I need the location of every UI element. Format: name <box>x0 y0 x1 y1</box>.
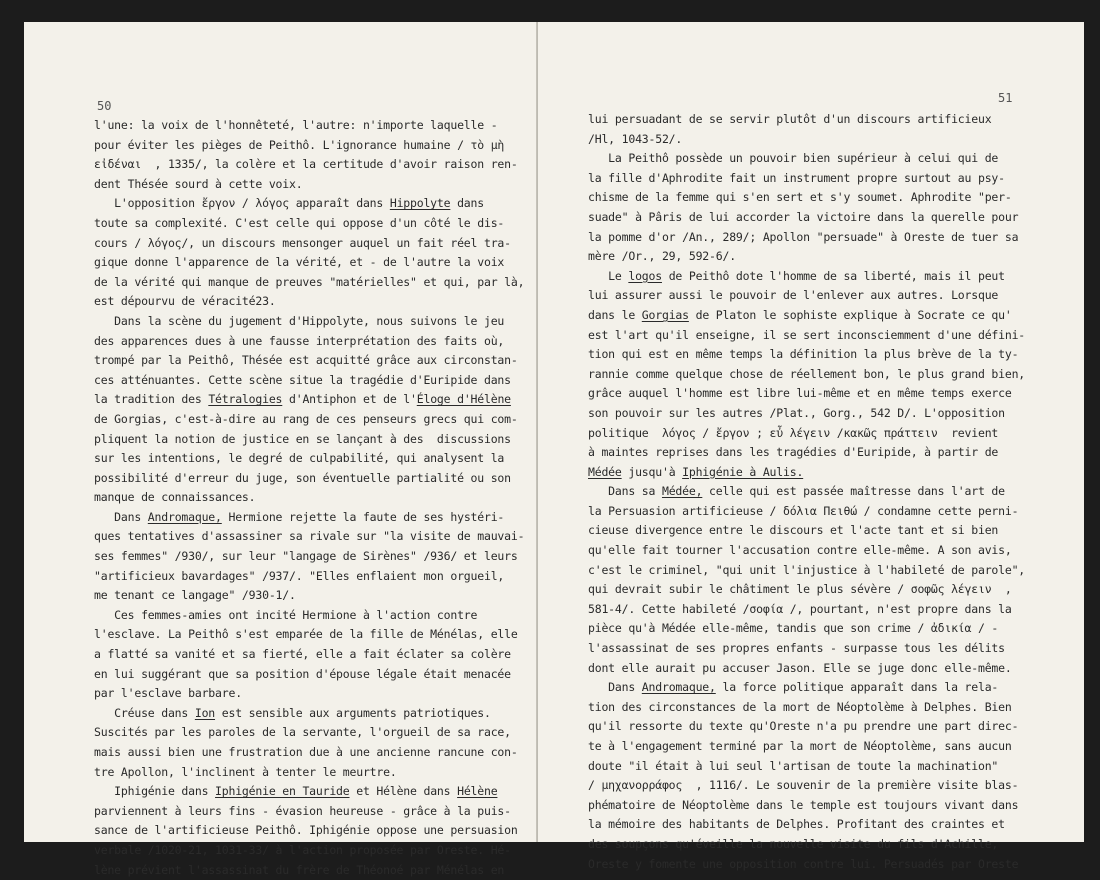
text-segment: toute sa complexité. C'est celle qui oppose d'un côté le dis- <box>94 215 505 230</box>
text-segment: sance de l'artificieuse Peithô. Iphigénie oppose une persuasion <box>94 823 518 838</box>
text-segment: parviennent à leurs fins - évasion heureuse - grâce à la puis- <box>94 803 511 818</box>
text-segment: cieuse divergence entre le discours et l'acte tant et si bien <box>588 523 999 538</box>
text-segment: suade" à Pâris de lui accorder la victoire dans la querelle pour <box>588 209 1019 224</box>
text-segment: l'une: la voix de l'honnêteté, l'autre: n'importe laquelle - <box>94 118 498 132</box>
text-line <box>588 521 1020 541</box>
text-segment: c'est le criminel, "qui unit l'injustice à l'habileté de parole", <box>588 562 1026 577</box>
text-segment: εἰδέναι , 1335/, la colère et la certitude d'avoir raison ren- <box>94 157 518 172</box>
text-line <box>94 547 520 567</box>
text-segment: tion des circonstances de la mort de Néoptolème à Delphes. Bien <box>588 699 1012 714</box>
text-line <box>94 645 520 665</box>
text-segment: rannie comme quelque chose de réellement bon, le plus grand bien, <box>588 366 1026 381</box>
text-segment: tion qui est en même temps la définition la plus brève de la ty- <box>588 347 1019 362</box>
text-segment: la mémoire des habitants de Delphes. Profitant des craintes et <box>588 817 1005 832</box>
underlined-title: Gorgias <box>641 307 689 322</box>
text-line <box>588 600 1020 620</box>
text-segment: est dépourvu de véracité23. <box>94 294 276 309</box>
text-line <box>588 130 1020 150</box>
underlined-title: Ion <box>194 705 216 720</box>
text-line <box>94 410 520 430</box>
text-line <box>588 443 1020 463</box>
text-line <box>588 717 1020 737</box>
underlined-title: Éloge d'Hélène <box>416 392 511 407</box>
text-line <box>588 835 1020 855</box>
text-line <box>588 541 1020 561</box>
text-segment: sur les intentions, le degré de culpabilité, qui analysent la <box>94 451 505 466</box>
underlined-title: Andromaque, <box>147 509 222 524</box>
underlined-title: logos <box>628 268 662 283</box>
text-line <box>94 332 520 352</box>
text-line <box>588 580 1020 600</box>
text-line <box>588 149 1020 169</box>
text-line <box>94 136 520 156</box>
text-segment: la tradition des <box>94 392 209 407</box>
text-segment: "artificieux bavardages" /937/. "Elles enflaient mon orgueil, <box>94 568 505 583</box>
text-line <box>588 482 1020 502</box>
text-line <box>94 802 520 822</box>
text-segment: qu'il ressorte du texte qu'Oreste n'a pu prendre une part direc- <box>588 719 1019 734</box>
text-line <box>94 508 520 528</box>
text-segment: trompé par la Peithô, Thésée est acquitté grâce aux circonstan- <box>94 353 518 368</box>
text-line <box>588 326 1026 346</box>
text-segment: et Hélène dans <box>349 784 458 799</box>
text-line <box>94 821 520 841</box>
text-segment: ques tentatives d'assassiner sa rivale sur "la visite de mauvai- <box>94 529 525 544</box>
text-line <box>588 424 1020 444</box>
page-number: 51 <box>998 91 1013 105</box>
text-segment: gique donne l'apparence de la vérité, et - de l'autre la voix <box>94 255 505 270</box>
text-line <box>94 175 520 195</box>
text-line <box>588 815 1020 835</box>
text-segment: cours / λόγος/, un discours mensonger auquel un fait réel tra- <box>94 235 511 250</box>
text-segment: ses femmes" /930/, sur leur "langage de Sirènes" /936/ et leurs <box>94 549 518 564</box>
underlined-title: Iphigénie à Aulis. <box>682 464 804 479</box>
text-segment: tre Apollon, l'inclinent à tenter le meurtre. <box>94 764 397 779</box>
text-line <box>94 253 520 273</box>
text-line <box>588 619 1020 639</box>
text-segment: Oreste y fomente une opposition contre lui. Persuadés par Oreste <box>588 856 1019 871</box>
text-line <box>94 312 520 332</box>
text-segment: de la vérité qui manque de preuves "matérielles" et qui, par là, <box>94 274 525 289</box>
text-line <box>588 639 1020 659</box>
text-segment: Ces femmes-amies ont incité Hermione à l'action contre <box>94 607 478 622</box>
text-segment: grâce auquel l'homme est libre lui-même et en même temps exerce <box>588 386 1012 401</box>
underlined-title: Tétralogies <box>208 392 283 407</box>
text-line <box>94 625 520 645</box>
text-line <box>588 776 1020 796</box>
text-segment: la pomme d'or /An., 289/; Apollon "persuade" à Oreste de tuer sa <box>588 229 1019 244</box>
text-line <box>588 757 1020 777</box>
text-line <box>94 665 520 685</box>
text-line <box>588 502 1020 522</box>
text-segment: lui assurer aussi le pouvoir de l'enlever aux autres. Lorsque <box>588 288 999 303</box>
left-page <box>24 22 552 877</box>
text-segment: par l'esclave barbare. <box>94 686 242 701</box>
text-segment: Iphigénie dans <box>94 784 216 799</box>
page-number: 50 <box>97 99 112 113</box>
underlined-title: Hippolyte <box>389 196 451 211</box>
text-line <box>588 365 1026 385</box>
text-line <box>588 737 1020 757</box>
text-line <box>94 704 520 724</box>
text-segment: dont elle aurait pu accuser Jason. Elle se juge donc elle-même. <box>588 660 1012 675</box>
text-line <box>94 116 520 136</box>
text-line <box>588 306 1020 326</box>
text-line <box>94 763 520 783</box>
text-segment: /Hl, 1043-52/. <box>588 131 683 146</box>
text-segment: / μηχανορράφος , 1116/. Le souvenir de la première visite blas- <box>588 778 1019 793</box>
text-segment: de Gorgias, c'est-à-dire au rang de ces penseurs grecs qui com- <box>94 411 518 426</box>
text-segment: mais aussi bien une frustration due à une ancienne rancune con- <box>94 745 518 759</box>
text-segment: celle qui est passée maîtresse dans l'art de <box>702 484 1005 499</box>
text-segment: lène prévient l'assassinat du frère de Théonoé par Ménélas en <box>94 862 505 877</box>
underlined-title: Iphigénie en Tauride <box>215 784 350 799</box>
text-line <box>94 273 525 293</box>
text-segment: qu'elle fait tourner l'accusation contre elle-même. A son avis, <box>588 543 1012 558</box>
text-line <box>588 561 1026 581</box>
text-line <box>94 214 520 234</box>
right-page <box>538 22 1084 871</box>
text-segment: Suscités par les paroles de la servante, l'orgueil de sa race, <box>94 725 511 740</box>
text-line <box>94 861 520 880</box>
text-line <box>588 678 1020 698</box>
text-line <box>94 234 520 254</box>
text-segment: pour éviter les pièges de Peithô. L'ignorance humaine / τὸ μὴ <box>94 137 505 152</box>
text-line <box>94 194 520 214</box>
text-segment: 581-4/. Cette habileté /σοφία /, pourtant, n'est propre dans la <box>588 601 1012 616</box>
text-line <box>588 286 1020 306</box>
text-segment: en lui suggérant que sa position d'épouse légale était menacée <box>94 666 511 681</box>
text-line <box>94 606 520 626</box>
text-line <box>588 345 1020 365</box>
text-segment: son pouvoir sur les autres /Plat., Gorg., 542 D/. L'opposition <box>588 405 1005 420</box>
text-segment: L'opposition ἔργον / λόγος apparaît dans <box>94 196 390 211</box>
text-line <box>94 567 520 587</box>
text-line <box>588 404 1020 424</box>
text-segment: Hermione rejette la faute de ses hystéri- <box>221 509 505 524</box>
text-line <box>588 169 1020 189</box>
text-segment: de Platon le sophiste explique à Socrate ce qu' <box>688 307 1012 322</box>
text-segment: dans <box>450 196 484 211</box>
text-segment: la fille d'Aphrodite fait un instrument propre surtout au psy- <box>588 170 1005 185</box>
text-line <box>94 292 520 312</box>
text-segment: Dans la scène du jugement d'Hippolyte, nous suivons le jeu <box>94 313 505 328</box>
text-segment: Créuse dans <box>94 705 195 720</box>
text-line <box>94 351 520 371</box>
text-line <box>94 449 520 469</box>
text-line <box>588 267 1020 287</box>
text-segment: Le <box>588 268 629 283</box>
text-segment: Dans <box>94 509 148 524</box>
text-segment: me tenant ce langage" /930-1/. <box>94 588 296 603</box>
underlined-title: Hélène <box>457 784 498 799</box>
body-text <box>588 110 1026 874</box>
text-segment: manque de connaissances. <box>94 490 256 505</box>
text-line <box>588 110 1020 130</box>
text-line <box>94 684 520 704</box>
text-segment: des soupçons qu'éveille la nouvelle visite du fils d'Achille, <box>588 836 999 851</box>
text-segment: dans le <box>588 307 642 322</box>
text-line <box>588 698 1020 718</box>
text-line <box>588 247 1020 267</box>
text-line <box>94 743 520 763</box>
text-segment: te à l'engagement terminé par la mort de Néoptolème, sans aucun <box>588 739 1012 753</box>
text-line <box>94 488 520 508</box>
text-segment: La Peithô possède un pouvoir bien supérieur à celui qui de <box>588 151 999 166</box>
text-segment: dent Thésée sourd à cette voix. <box>94 176 303 191</box>
text-segment: chisme de la femme qui s'en sert et s'y soumet. Aphrodite "per- <box>588 190 1012 205</box>
text-segment: la force politique apparaît dans la rela- <box>715 680 999 695</box>
text-segment: verbale /1020-21, 1031-33/ à l'action proposée par Oreste. Hé- <box>94 842 511 857</box>
text-line <box>94 469 520 489</box>
text-segment: à maintes reprises dans les tragédies d'Euripide, à partir de <box>588 445 999 460</box>
text-line <box>94 586 520 606</box>
text-segment: est l'art qu'il enseigne, il se sert inconsciemment d'une défini- <box>588 327 1026 342</box>
text-segment: Dans <box>588 680 642 695</box>
text-segment: l'esclave. La Peithô s'est emparée de la fille de Ménélas, elle <box>94 627 518 642</box>
text-line <box>94 782 520 802</box>
text-segment: est sensible aux arguments patriotiques. <box>215 705 491 720</box>
text-line <box>94 527 525 547</box>
text-line <box>588 855 1020 875</box>
text-line <box>588 188 1020 208</box>
text-segment: lui persuadant de se servir plutôt d'un discours artificieux <box>588 112 992 126</box>
text-segment: phématoire de Néoptolème dans le temple est toujours vivant dans <box>588 797 1019 812</box>
text-segment: politique λόγος / ἔργον ; εὖ λέγειν /κακῶς πράττειν revient <box>588 425 999 440</box>
text-segment: qui devrait subir le châtiment le plus sévère / σοφῶς λέγειν , <box>588 582 1012 597</box>
text-line <box>94 371 520 391</box>
text-line <box>588 463 1020 483</box>
text-line <box>588 796 1020 816</box>
underlined-title: Médée <box>588 464 622 479</box>
text-line <box>588 228 1020 248</box>
text-segment: d'Antiphon et de l' <box>282 392 417 407</box>
text-segment: pièce qu'à Médée elle-même, tandis que son crime / ἀδικία / - <box>588 621 999 636</box>
text-segment: la Persuasion artificieuse / δόλια Πειθώ / condamne cette perni- <box>588 503 1019 518</box>
text-segment: des apparences dues à une fausse interprétation des faits où, <box>94 333 505 348</box>
text-segment: de Peithô dote l'homme de sa liberté, mais il peut <box>661 268 1005 283</box>
text-line <box>588 208 1020 228</box>
text-line <box>94 155 520 175</box>
text-line <box>94 390 520 410</box>
underlined-title: Médée, <box>661 484 703 499</box>
text-segment: pliquent la notion de justice en se lançant à des discussions <box>94 431 511 446</box>
text-line <box>94 723 520 743</box>
text-segment: ces atténuantes. Cette scène situe la tragédie d'Euripide dans <box>94 372 511 387</box>
text-segment: jusqu'à <box>621 464 683 479</box>
text-line <box>94 430 520 450</box>
text-line <box>588 384 1020 404</box>
body-text <box>94 116 525 880</box>
text-line <box>588 659 1020 679</box>
text-segment: doute "il était à lui seul l'artisan de toute la machination" <box>588 758 999 773</box>
underlined-title: Andromaque, <box>641 680 716 695</box>
text-segment: a flatté sa vanité et sa fierté, elle a fait éclater sa colère <box>94 647 511 662</box>
text-line <box>94 841 520 861</box>
text-segment: mère /Or., 29, 592-6/. <box>588 249 736 264</box>
text-segment: l'assassinat de ses propres enfants - surpasse tous les délits <box>588 641 1005 656</box>
text-segment: Dans sa <box>588 484 662 499</box>
text-segment: possibilité d'erreur du juge, son éventuelle partialité ou son <box>94 470 511 485</box>
